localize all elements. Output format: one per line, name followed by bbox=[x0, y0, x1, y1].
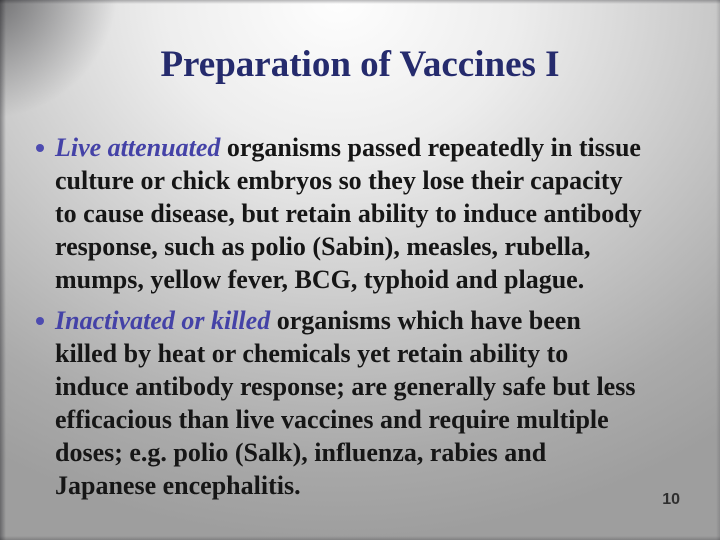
slide-body bbox=[36, 131, 706, 510]
bullet-item-inactivated-or-killed bbox=[36, 304, 706, 502]
bullet-line: culture or chick embryos so they lose their capacity bbox=[55, 166, 623, 195]
bullet-line: killed by heat or chemicals yet retain ability to bbox=[55, 339, 569, 368]
bullet-line-rest: organisms which have been bbox=[276, 306, 581, 335]
bullet-line: to cause disease, but retain ability to induce antibody bbox=[55, 199, 642, 228]
bullet-line: induce antibody response; are generally safe but less bbox=[55, 372, 636, 401]
bullet-line: Japanese encephalitis. bbox=[55, 471, 301, 500]
bullet-text bbox=[55, 304, 706, 502]
bullet-dot-icon bbox=[36, 317, 44, 325]
bullet-line: doses; e.g. polio (Salk), influenza, rabies and bbox=[55, 438, 547, 467]
bullet-line: response, such as polio (Sabin), measles, rubella, bbox=[55, 232, 591, 261]
bullet-line: efficacious than live vaccines and require multiple bbox=[55, 405, 609, 434]
bullet-line-rest: organisms passed repeatedly in tissue bbox=[226, 133, 641, 162]
bullet-item-live-attenuated bbox=[36, 131, 706, 296]
bullet-lead-inactivated-or-killed: Inactivated or killed bbox=[55, 306, 271, 335]
bullet-text bbox=[55, 131, 706, 296]
bullet-dot-icon bbox=[36, 144, 44, 152]
bullet-lead-live-attenuated: Live attenuated bbox=[55, 133, 221, 162]
page-number: 10 bbox=[662, 491, 680, 508]
bullet-line bbox=[55, 304, 706, 337]
bullet-line: mumps, yellow fever, BCG, typhoid and plague. bbox=[55, 265, 585, 294]
slide-title: Preparation of Vaccines I bbox=[160, 44, 560, 85]
bullet-line bbox=[55, 131, 706, 164]
